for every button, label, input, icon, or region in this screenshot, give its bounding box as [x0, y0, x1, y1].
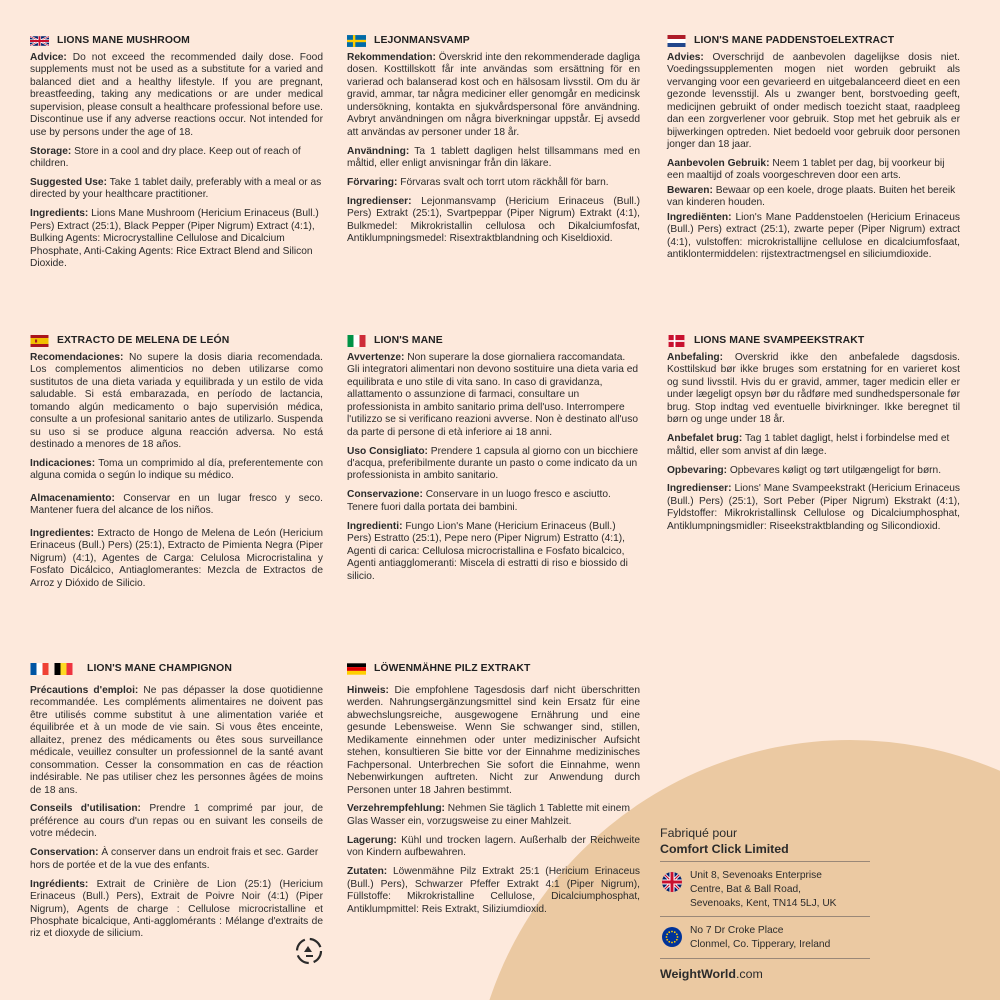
storage-text: Förvaras svalt och torrt utom räckhåll för barn. — [400, 176, 609, 188]
section-title: LÖWENMÄHNE PILZ EXTRAKT — [374, 662, 531, 674]
section-title: EXTRACTO DE MELENA DE LEÓN — [57, 334, 230, 346]
eu-flag-icon — [662, 927, 682, 947]
ingredients-text: Fungo Lion's Mane (Hericium Erinaceus (Bull.) Pers) Estratto (25:1), Pepe nero (Piper Nigrum) Estratto (4:1), Agenti di carica: Cellulosa microcristallina e Fosfato bicalcico, Agenti antiagglomeranti: Miscela di estratti di riso e biossido di silicio. — [347, 520, 628, 582]
section-english — [30, 34, 323, 277]
section-title: LEJONMANSVAMP — [374, 34, 470, 46]
use-text: Prendere 1 capsula al giorno con un bicchiere d'acqua, preferibilmente durante un pasto o come indicato da un professionista in ambito sanitario. — [347, 445, 639, 482]
storage-label: Opbevaring: — [667, 464, 728, 476]
ingredients-label: Ingredientes: — [30, 527, 94, 539]
warning-label: Précautions d'emploi: — [30, 685, 139, 696]
warning-label: Avvertenze: — [347, 352, 405, 363]
eu-address — [690, 924, 830, 952]
use-text: Tag 1 tablet dagligt, helst i forbindelse med et måltid, eller som anvist af din læge. — [667, 433, 950, 457]
france-flag-icon — [30, 663, 49, 675]
storage-text: Conservare in un luogo fresco e asciutto. Tenere fuori dalla portata dei bambini. — [347, 489, 611, 513]
ingredients-text: Lions Mane Mushroom (Hericium Erinaceus (Bull.) Pers) Extract (25:1), Black Pepper (Piper Nigrum) Extract (4:1), Bulking Agents: Microcrystalline Cellulose and Dicalcium Phosphate, Anti-Caking Agents: Rice Extract Blend and Silicon Dioxide. — [30, 208, 319, 270]
advice-label: Advies: — [667, 52, 704, 63]
address-line: Sevenoaks, Kent, TN14 5LJ, UK — [690, 897, 837, 909]
spain-flag-icon — [30, 335, 49, 347]
section-title: LION'S MANE PADDENSTOELEXTRACT — [694, 34, 895, 46]
section-header — [30, 34, 323, 48]
storage-label: Lagerung: — [347, 834, 397, 846]
storage-label: Förvaring: — [347, 176, 398, 188]
section-title: LIONS MANE SVAMPEEKSTRAKT — [694, 334, 865, 346]
storage-text: Opbevares køligt og tørt utilgængeligt for børn. — [729, 464, 942, 476]
warning-label: Hinweis: — [347, 685, 389, 696]
uk-address — [690, 869, 836, 910]
recommendation-label: Recomendaciones: — [30, 352, 124, 363]
recommendation-label: Anbefaling: — [667, 352, 724, 363]
ingredients-label: Zutaten: — [347, 866, 388, 878]
ingredients-label: Ingredients: — [30, 208, 89, 220]
use-label: Suggested Use: — [30, 176, 107, 188]
ingredients-text: Extracto de Hongo de Melena de León (Hericium Erinaceus (Bull.) Pers) (25:1), Extracto de Pimienta Negra (Piper Nigrum) (4:1), Agentes de Carga: Celulosa Microcristalina y Fosfato Dicálcico, Antiaglomerantes: Mezcla de Extractos de Arroz y Dióxido de Silicio. — [30, 527, 323, 589]
address-line: Unit 8, Sevenoaks Enterprise — [690, 870, 822, 881]
section-header — [667, 334, 960, 348]
use-text: Neem 1 tablet per dag, bij voorkeur bij een maaltijd of zoals voorgeschreven door een arts. — [667, 158, 945, 182]
section-header — [30, 662, 323, 676]
storage-text: Conservar en un lugar fresco y seco. Mantener fuera del alcance de los niños. — [30, 492, 323, 517]
website-link[interactable] — [660, 967, 870, 981]
storage-label: Almacenamiento: — [30, 492, 115, 504]
address-line: Clonmel, Co. Tipperary, Ireland — [690, 939, 831, 951]
uk-flag-icon — [662, 872, 682, 892]
manufacturer-block — [660, 826, 870, 981]
recommendation-label: Rekommendation: — [347, 52, 436, 63]
uk-address-row — [660, 862, 870, 917]
section-header — [30, 334, 323, 348]
website-domain: .com — [735, 966, 763, 981]
germany-flag-icon — [347, 663, 366, 675]
section-header — [347, 334, 640, 348]
section-dutch — [667, 34, 960, 268]
warning-text: Die empfohlene Tagesdosis darf nicht überschritten werden. Nahrungsergänzungsmittel sind kein Ersatz für eine abwechslungsreiche, ausgewogene Ernährung und eine gesunde Lebensweise. Wenn Sie schwanger sind, stillen, Medikamente einnehmen oder unter medizinischer Aufsicht stehen, konsultieren Sie bitte vor der Einnahme medizinisches Fachpersonal. Unterbrechen Sie sofort die Einnahme, wenn Nebenwirkungen auftreten. Nicht zur Anwendung durch Personen unter 18 Jahren bestimmt. — [347, 685, 640, 796]
recommendation-text: Overskrid ikke den anbefalede dagsdosis. Kosttilskud bør ikke bruges som erstatning for en varieret kost og sund livsstil. Hvis du er gravid, ammer, tager medicin eller er under lægeligt opsyn bør du rådføre med sundhedspersonale før brug. Stop indtag ved eventuelle bivirkninger. Ikke beregnet til børn og unge under 18 år. — [667, 352, 960, 426]
ingredients-label: Ingredienti: — [347, 520, 403, 532]
italy-flag-icon — [347, 335, 366, 347]
section-danish — [667, 334, 960, 540]
ingredients-label: Ingrediënten: — [667, 211, 732, 223]
netherlands-flag-icon — [667, 35, 686, 47]
use-label: Verzehrempfehlung: — [347, 803, 445, 815]
recommendation-text: Överskrid inte den rekommenderade dagliga dosen. Kosttillskott får inte användas som ersättning för en varierad och balanserad kost och en hälsosam livsstil. Om du är gravid, ammar, tar några mediciner eller genomgår en medicinsk undersökning, kontakta en sjukvårdspersonal före användning. Avbryt användningen om några biverkningar uppstår. Ej avsedd att användas av personer under 18 år. — [347, 52, 640, 138]
company-name: Comfort Click Limited — [660, 842, 870, 862]
storage-text: Bewaar op een koele, droge plaats. Buiten het bereik van kinderen houden. — [667, 184, 956, 209]
storage-label: Storage: — [30, 145, 72, 157]
use-text: Prendre 1 comprimé par jour, de préférence au cours d'un repas ou en suivant les conseils de votre médecin. — [30, 803, 324, 840]
denmark-flag-icon — [667, 335, 686, 347]
recommendation-text: No supere la dosis diaria recomendada. Los complementos alimenticios no deben utilizarse como sustitutos de una dieta variada y equilibrada y un estilo de vida saludable. Si está embarazada, en período de lactancia, tomando algún medicamento o bajo supervisión médica, consulte a un profesional sanitario antes de utilizarlo. Suspenda su uso si se produce alguna reacción adversa. No está destinado a menores de 18 años. — [30, 352, 323, 451]
sweden-flag-icon — [347, 35, 366, 47]
ingredients-label: Ingredienser: — [667, 483, 732, 495]
ingredients-text: Lions' Mane Svampeekstrakt (Hericium Erinaceus (Bull.) Pers) (25:1), Sort Peber (Piper Nigrum) Ekstrakt (4:1), Fyldstoffer: Mikrokristallinsk Cellulose og Dicalciumphosphat, Antiklumpningsmidler: Riseekstraktblanding og Silicondioxid. — [667, 483, 960, 532]
section-header — [347, 34, 640, 48]
ingredients-label: Ingrédients: — [30, 878, 89, 890]
ingredients-label: Ingredienser: — [347, 195, 412, 207]
section-french — [30, 662, 323, 947]
ingredients-text: Lion's Mane Paddenstoelen (Hericium Erinaceus (Bull.) Pers) extract (25:1), zwarte peper (Piper Nigrum) extract (4:1), vulstoffen: microkristallijne cellulose en dicalciumfosfaat, antiklontermiddelen: rijstextractmengsel en siliciumdioxide. — [667, 211, 960, 261]
section-italian — [347, 334, 640, 589]
ingredients-text: Löwenmähne Pilz Extrakt 25:1 (Hericium Erinaceus (Bull.) Pers), Schwarzer Pfeffer Extrakt 4:1 (Piper Nigrum), Füllstoffe: Mikrokristalline Cellulose, Dicalciumphosphat, Antiklumpmittel: Reis Extrakt, Siliziumdioxid. — [347, 866, 640, 915]
warning-text: Non superare la dose giornaliera raccomandata. Gli integratori alimentari non devono sostituire una dieta varia ed equilibrata e uno stile di vita sano. In caso di gravidanza, allattamento o assunzione di farmaci, consultare un professionista in ambito sanitario prima dell'uso. Interrompere l'utilizzo se si verificano reazioni avverse. Non è destinato all'uso da parte di persone di età inferiore ai 18 anni. — [347, 352, 639, 438]
use-label: Indicaciones: — [30, 458, 96, 469]
advice-text: Overschrijd de aanbevolen dagelijkse dosis niet. Voedingssupplementen mogen niet worden gebruikt als vervanging voor een gevarieerd en uitgebalanceerd dieet en een gezonde levensstijl. Als u zwanger bent, borstvoeding geeft, medicijnen gebruikt of onder medisch toezicht staat, raadpleeg dan een zorgverlener voor gebruik. Stop met het gebruik als er bijwerkingen optreden. Niet bedoeld voor gebruik door personen jonger dan 18 jaar. — [667, 52, 960, 151]
ingredients-text: Extrait de Crinière de Lion (25:1) (Hericium Erinaceus (Bull.) Pers), Extrait de Poivre Noir (4:1) (Piper Nigrum), Agents de charge : Cellulose microcristalline et Phosphate bicalcique, Anti-agglomérants : Mélange d'extraits de riz et dioxyde de silicium. — [30, 878, 323, 940]
recycling-icon — [295, 937, 323, 965]
ingredients-text: Lejonmansvamp (Hericium Erinaceus (Bull.) Pers) Extrakt (25:1), Svartpeppar (Piper Nigrum) Extrakt (4:1), Bulkmedel: Mikrokristallin cellulosa och Dikalciumfosfat, Antiklumpningsmedel: Risextraktblandning och Kiseldioxid. — [347, 195, 640, 245]
section-header — [667, 34, 960, 48]
section-title: LION'S MANE CHAMPIGNON — [87, 662, 232, 674]
belgium-flag-icon — [54, 663, 73, 675]
section-german — [347, 662, 640, 922]
use-label: Anbefalet brug: — [667, 433, 743, 445]
advice-text: Do not exceed the recommended daily dose. Food supplements must not be used as a substitute for a varied and balanced diet and a healthy lifestyle. If you are pregnant, breastfeeding, taking any medications or are under medical supervision, please consult a healthcare professional before use. Discontinue use if any adverse reactions occur. Not intended for use by persons under the age of 18. — [30, 52, 323, 138]
section-header — [347, 662, 640, 676]
section-spanish — [30, 334, 323, 596]
storage-text: Store in a cool and dry place. Keep out of reach of children. — [30, 145, 301, 169]
eu-address-row — [660, 917, 870, 959]
address-line: No 7 Dr Croke Place — [690, 925, 784, 937]
section-title: LIONS MANE MUSHROOM — [57, 34, 190, 46]
use-text: Toma un comprimido al día, preferentemente con alguna comida o según lo indique su médico. — [30, 458, 323, 482]
storage-label: Conservazione: — [347, 489, 423, 501]
use-label: Aanbevolen Gebruik: — [667, 158, 770, 169]
uk-flag-icon — [30, 35, 49, 47]
use-text: Nehmen Sie täglich 1 Tablette mit einem Glas Wasser ein, vorzugsweise zu einer Mahlzeit. — [347, 803, 630, 827]
storage-text: Kühl und trocken lagern. Außerhalb der Reichweite von Kindern aufbewahren. — [347, 834, 640, 859]
section-title: LION'S MANE — [374, 334, 443, 346]
advice-label: Advice: — [30, 52, 67, 63]
made-for-label: Fabriqué pour — [660, 826, 738, 840]
use-label: Conseils d'utilisation: — [30, 803, 141, 815]
use-text: Ta 1 tablett dagligen helst tillsammans med en måltid, eller enligt anvisningar från din läkare. — [347, 145, 640, 169]
warning-text: Ne pas dépasser la dose quotidienne recommandée. Les compléments alimentaires ne doivent pas être utilisés comme substitut à une alimentation variée et équilibrée et à un mode de vie sain. Si vous êtes enceinte, allaitez, prenez des médicaments ou êtes sous surveillance médicale, veuillez consulter un professionnel de la santé avant consommation. Cesser la consommation en cas de réaction indésirable. Ne pas utiliser chez les personnes âgées de moins de 18 ans. — [30, 685, 323, 796]
address-line: Centre, Bat & Ball Road, — [690, 883, 801, 895]
section-swedish — [347, 34, 640, 252]
storage-label: Conservation: — [30, 847, 99, 859]
storage-label: Bewaren: — [667, 184, 713, 196]
use-label: Uso Consigliato: — [347, 445, 428, 457]
use-text: Take 1 tablet daily, preferably with a meal or as directed by your healthcare practitioner. — [30, 176, 322, 201]
storage-text: À conserver dans un endroit frais et sec. Garder hors de portée et de la vue des enfants. — [30, 847, 319, 871]
use-label: Användning: — [347, 145, 410, 157]
website-brand: WeightWorld — [660, 966, 736, 981]
